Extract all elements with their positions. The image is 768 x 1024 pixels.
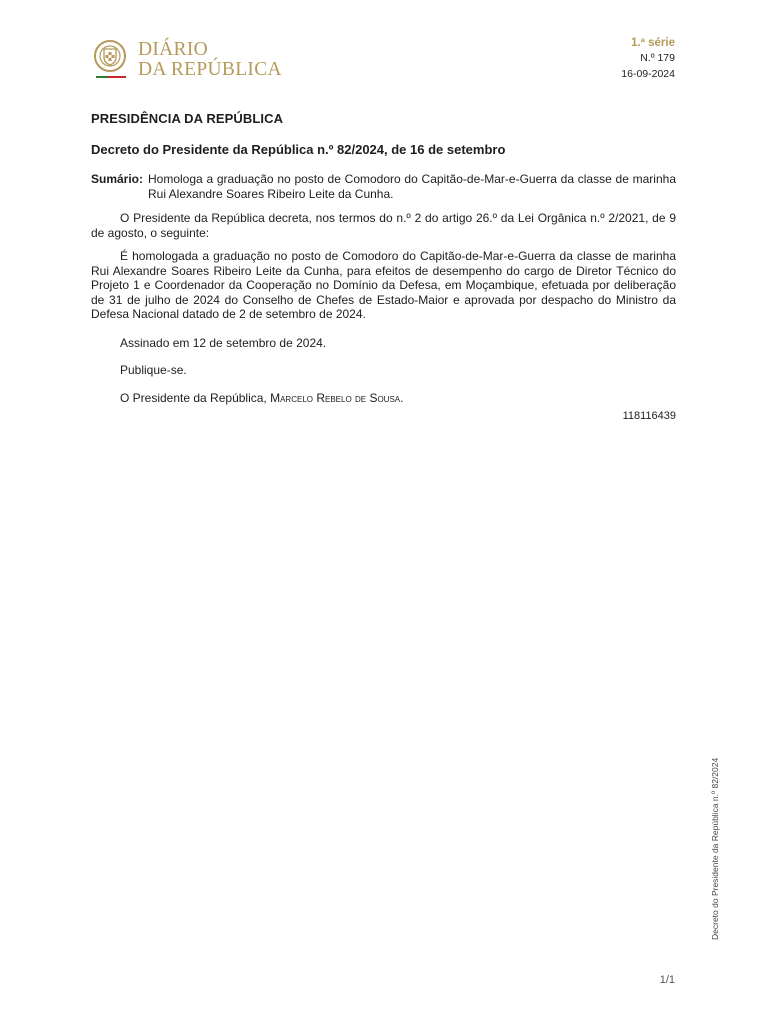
signature-suffix: . xyxy=(400,390,404,405)
signed-date: Assinado em 12 de setembro de 2024. xyxy=(120,335,327,350)
logo-text xyxy=(138,40,282,80)
logo-line-1: DIÁRIO xyxy=(138,39,209,60)
side-label: Decreto do Presidente da República n.º 82/2024 xyxy=(710,757,720,940)
page-number: 1/1 xyxy=(659,974,675,986)
signature-name: Marcelo Rebelo de Sousa xyxy=(270,390,401,405)
section-title: PRESIDÊNCIA DA REPÚBLICA xyxy=(91,111,284,126)
document-body xyxy=(91,110,676,422)
logo-line-2: DA REPÚBLICA xyxy=(138,59,282,80)
issue-date: 16-09-2024 xyxy=(621,68,675,80)
summary-label: Sumário: xyxy=(91,172,144,186)
publish-notice: Publique-se. xyxy=(120,363,187,377)
diario-republica-logo[interactable] xyxy=(92,39,292,83)
coat-of-arms-icon xyxy=(92,39,130,79)
reference-code: 118116439 xyxy=(622,410,676,422)
paragraph-preamble: O Presidente da República decreta, nos termos do n.º 2 do artigo 26.º da Lei Orgânica n.º 2/2021, de 9 de agosto, o seguinte: xyxy=(91,211,676,240)
issue-series: 1.ª série xyxy=(631,37,675,49)
decree-title: Decreto do Presidente da República n.º 82/2024, de 16 de setembro xyxy=(91,142,506,157)
issue-info xyxy=(621,36,675,82)
paragraph-decree: É homologada a graduação no posto de Comodoro do Capitão-de-Mar-e-Guerra da classe de marinha Rui Alexandre Soares Ribeiro Leite da Cunha, para efeitos de desempenho do cargo de Diretor Técnico do Projeto 1 e Coordenador da Cooperação no Domínio da Defesa, em Moçambique, efetuada por deliberação de 31 de julho de 2024 do Conselho de Chefes de Estado-Maior e aprovada por despacho do Ministro da Defesa Nacional datado de 2 de setembro de 2024. xyxy=(91,249,676,321)
summary-text: Homologa a graduação no posto de Comodoro do Capitão-de-Mar-e-Guerra da classe de marinha Rui Alexandre Soares Ribeiro Leite da Cunha. xyxy=(148,172,676,201)
summary xyxy=(91,172,676,201)
signature-prefix: O Presidente da República, xyxy=(120,390,271,405)
issue-number: N.º 179 xyxy=(640,52,675,64)
signature xyxy=(91,391,676,406)
